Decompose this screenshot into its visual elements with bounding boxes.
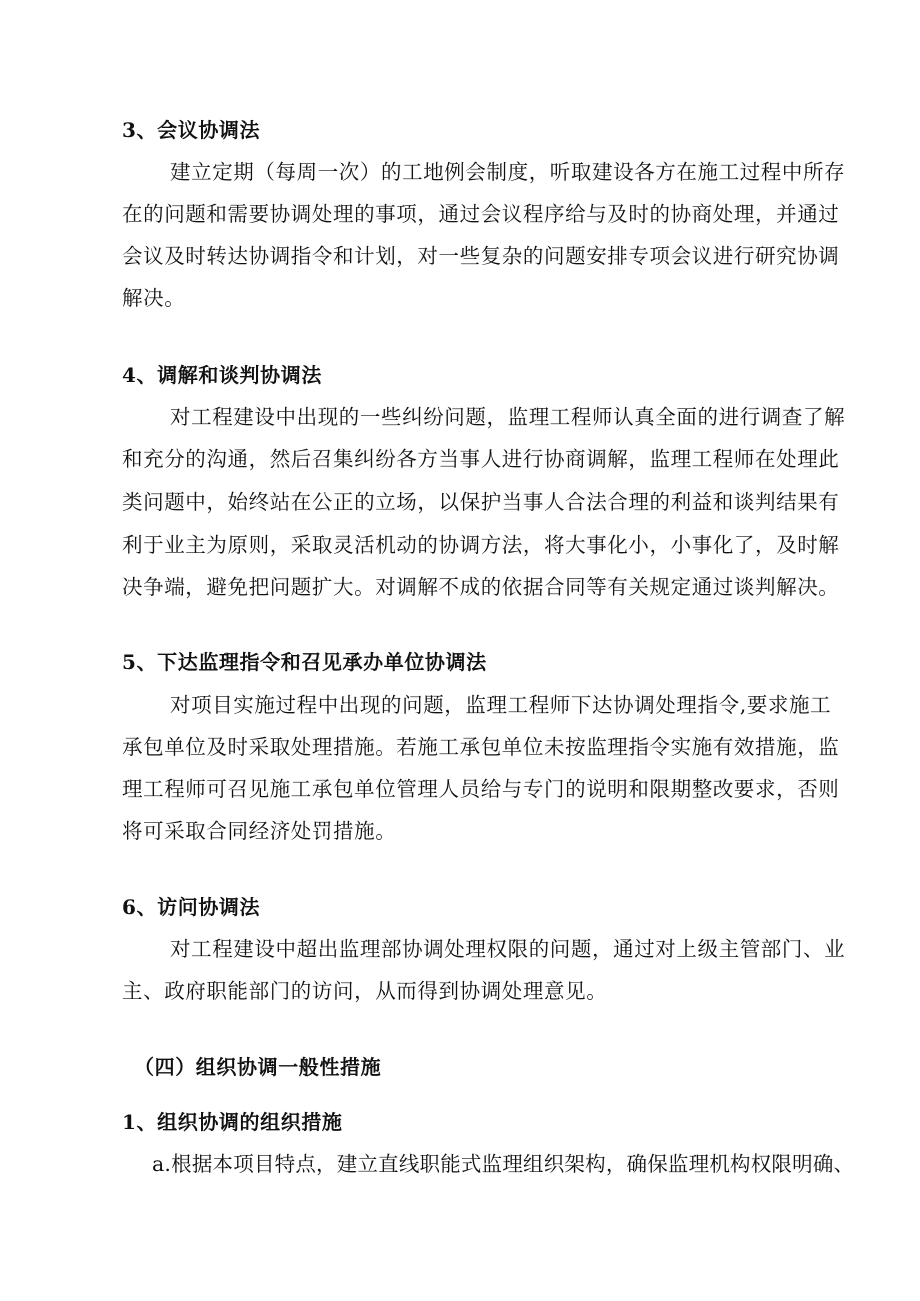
- section-3-line-3: 会议及时转达协调指令和计划，对一些复杂的问题安排专项会议进行研究协调: [122, 244, 840, 268]
- section-3-line-1: 建立定期（每周一次）的工地例会制度，听取建设各方在施工过程中所存: [170, 160, 846, 184]
- section-4-line-5: 决争端，避免把问题扩大。对调解不成的依据合同等有关规定通过谈判解决。: [122, 575, 840, 599]
- section-6-line-1: 对工程建设中超出监理部协调处理权限的问题，通过对上级主管部门、业: [170, 937, 846, 961]
- section-4-line-3: 类问题中，始终站在公正的立场，以保护当事人合法合理的利益和谈判结果有: [122, 490, 840, 514]
- section-5-line-1: 对项目实施过程中出现的问题，监理工程师下达协调处理指令,要求施工: [170, 693, 832, 717]
- section-4-line-1: 对工程建设中出现的一些纠纷问题，监理工程师认真全面的进行调查了解: [170, 405, 846, 429]
- section-3-heading: 3、会议协调法: [122, 118, 261, 142]
- section-5-line-3: 理工程师可召见施工承包单位管理人员给与专门的说明和限期整改要求，否则: [122, 777, 840, 801]
- part-4-title: （四）组织协调一般性措施: [134, 1055, 382, 1079]
- section-3-line-2: 在的问题和需要协调处理的事项，通过会议程序给与及时的协商处理，并通过: [122, 202, 840, 226]
- section-5-line-4: 将可采取合同经济处罚措施。: [122, 819, 397, 843]
- section-6-heading: 6、访问协调法: [122, 895, 261, 919]
- section-4-line-4: 利于业主为原则，采取灵活机动的协调方法，将大事化小，小事化了，及时解: [122, 533, 840, 557]
- section-6-line-2: 主、政府职能部门的访问，从而得到协调处理意见。: [122, 979, 608, 1003]
- section-4-line-2: 和充分的沟通，然后召集纠纷各方当事人进行协商调解，监理工程师在处理此: [122, 447, 840, 471]
- section-3-line-4: 解决。: [122, 286, 186, 310]
- section-4-heading: 4、调解和谈判协调法: [122, 363, 322, 387]
- section-5-heading: 5、下达监理指令和召见承办单位协调法: [122, 650, 487, 674]
- part-4-subheading: 1、组织协调的组织措施: [122, 1110, 343, 1134]
- part-4-line-a: a.根据本项目特点，建立直线职能式监理组织架构，确保监理机构权限明确、: [152, 1152, 855, 1176]
- section-5-line-2: 承包单位及时采取处理措施。若施工承包单位未按监理指令实施有效措施，监: [122, 735, 840, 759]
